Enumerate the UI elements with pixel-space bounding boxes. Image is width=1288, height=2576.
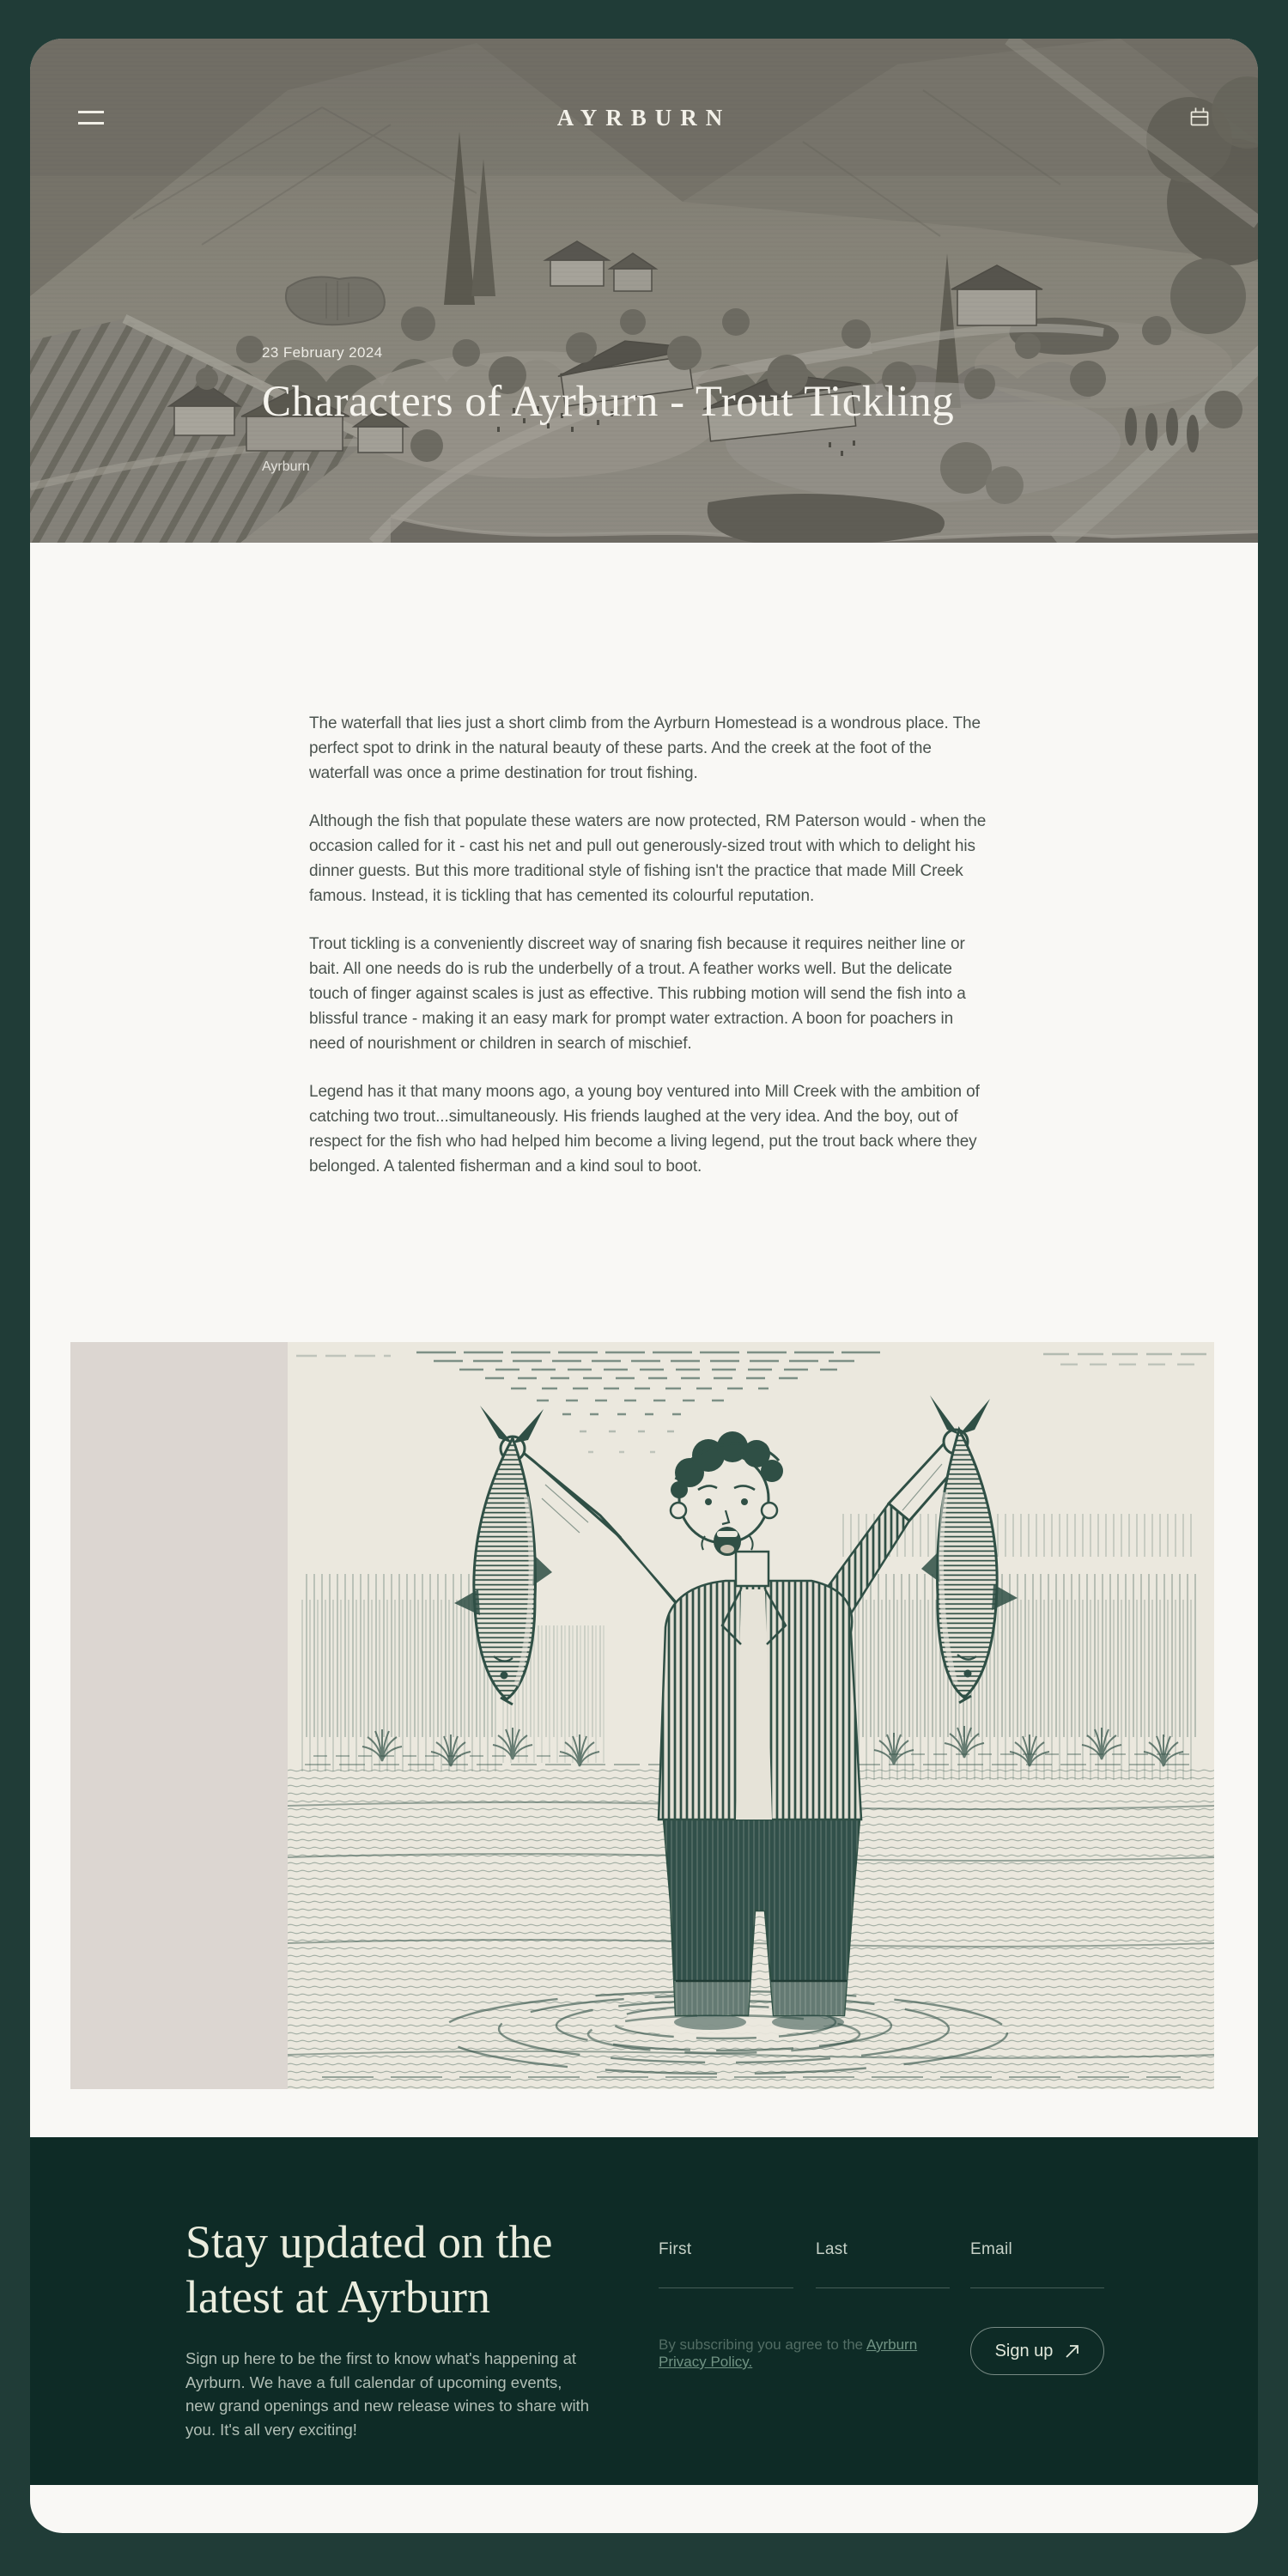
arrow-up-right-icon <box>1065 2344 1079 2359</box>
newsletter-heading: Stay updated on the latest at Ayrburn <box>185 2216 553 2323</box>
article-paragraph: The waterfall that lies just a short climb from the Ayrburn Homestead is a wondrous place. The perfect spot to drink in the natural beauty of these parts. And the creek at the foot of the waterfall was once a prime destination for trout fishing. <box>309 714 981 782</box>
first-name-label: First <box>659 2240 692 2258</box>
newsletter-section <box>30 2137 1258 2485</box>
newsletter-description: Sign up here to be the first to know what's happening at Ayrburn. We have a full calendar of upcoming events, new grand openings and new release wines to share with you. It's all very exciting! <box>185 2349 589 2439</box>
last-name-field[interactable] <box>816 2240 950 2288</box>
menu-button[interactable] <box>78 111 106 125</box>
signup-button[interactable] <box>970 2327 1104 2375</box>
hamburger-icon <box>78 111 104 113</box>
email-label: Email <box>970 2240 1013 2258</box>
post-date: 23 February 2024 <box>262 344 383 361</box>
privacy-policy-link[interactable]: Ayrburn Privacy Policy. <box>659 2336 918 2370</box>
first-name-input[interactable] <box>659 2266 793 2283</box>
email-input[interactable] <box>970 2266 1104 2283</box>
article-body <box>30 543 1258 1342</box>
last-name-input[interactable] <box>816 2266 950 2283</box>
first-name-field[interactable] <box>659 2240 793 2288</box>
last-name-label: Last <box>816 2240 848 2258</box>
article-paragraph: Trout tickling is a conveniently discreet way of snaring fish because it requires neither line or bait. All one needs do is rub the underbelly of a trout. A feather works well. But the delicate touch of finger against scales is just as effective. This rubbing motion will send the fish into a blissful trance - making it an easy mark for prompt water extraction. A boon for poachers in need of nourishment or children in search of mischief. <box>309 935 966 1053</box>
email-field[interactable] <box>970 2240 1104 2288</box>
figure-side-panel <box>70 1342 288 2089</box>
hero-meta <box>262 39 1206 543</box>
page-title: Characters of Ayrburn - Trout Tickling <box>262 378 955 426</box>
article-paragraph: Although the fish that populate these waters are now protected, RM Paterson would - when the occasion called for it - cast his net and pull out generously-sized trout with which to delight his dinner guests. But this more traditional style of fishing isn't the practice that made Mill Creek famous. Instead, it is tickling that has cemented its colourful reputation. <box>309 812 987 905</box>
signup-button-label: Sign up <box>994 2341 1054 2360</box>
article-figure <box>70 1342 1214 2089</box>
hero-section <box>30 39 1258 543</box>
boy-with-trout-illustration <box>288 1342 1214 2089</box>
article-paragraph: Legend has it that many moons ago, a young boy ventured into Mill Creek with the ambition of catching two trout...simultaneously. His friends laughed at the very idea. And the boy, out of respect for the fish who had helped him become a living legend, put the trout back where they belonged. A talented fisherman and a kind soul to boot. <box>309 1083 980 1176</box>
category-tag[interactable]: Ayrburn <box>262 459 310 474</box>
brand-logo[interactable]: AYRBURN <box>556 104 732 131</box>
content-card <box>30 39 1258 2533</box>
privacy-disclaimer: By subscribing you agree to the Ayrburn Privacy Policy. <box>659 2336 918 2370</box>
